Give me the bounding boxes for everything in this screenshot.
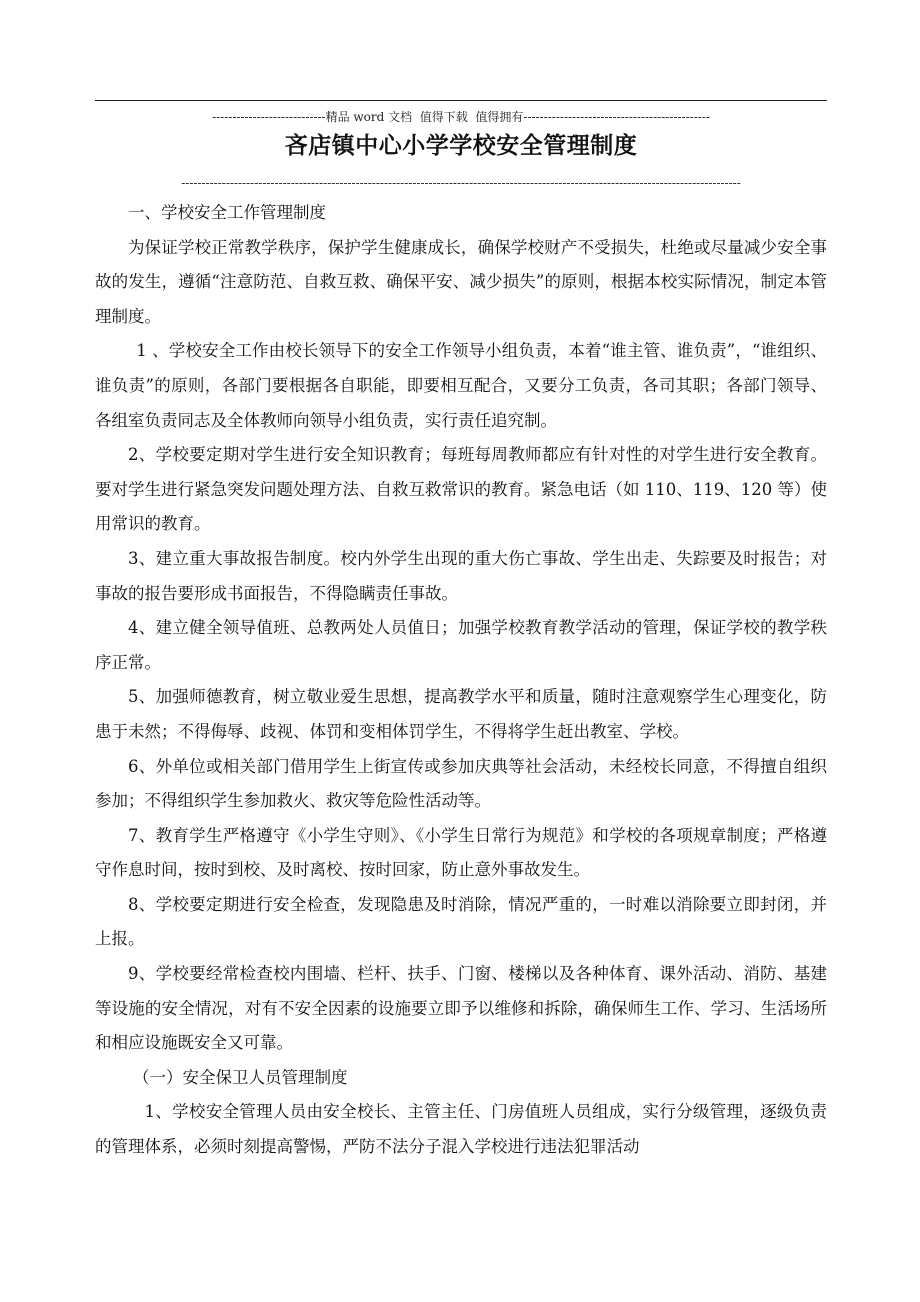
rule-item-9: 9、学校要经常检查校内围墙、栏杆、扶手、门窗、楼梯以及各种体育、课外活动、消防、基建等设施的安全情况，对有不安全因素的设施要立即予以维修和拆除，确保师生工作、学习、生活场所和相应设施既安全又可靠。 — [95, 964, 827, 1053]
rule-item-3: 3、建立重大事故报告制度。校内外学生出现的重大伤亡事故、学生出走、失踪要及时报告；对事故的报告要形成书面报告，不得隐瞒责任事故。 — [95, 548, 827, 603]
rule-item-6: 6、外单位或相关部门借用学生上街宣传或参加庆典等社会活动，未经校长同意，不得擅自组织参加；不得组织学生参加救火、救灾等危险性活动等。 — [95, 756, 827, 811]
document-title: 吝店镇中心小学学校安全管理制度 — [284, 133, 638, 159]
rule-item-5: 5、加强师德教育，树立敬业爱生思想，提高教学水平和质量，随时注意观察学生心理变化，防患于未然；不得侮辱、歧视、体罚和变相体罚学生，不得将学生赶出教室、学校。 — [95, 687, 827, 741]
intro-paragraph: 为保证学校正常教学秩序，保护学生健康成长，确保学校财产不受损失，杜绝或尽量减少安全事故的发生，遵循“注意防范、自救互救、确保平安、减少损失”的原则，根据本校实际情况，制定本管理制度。 — [95, 237, 827, 326]
section-heading: 一、学校安全工作管理制度 — [128, 203, 326, 222]
subsection-heading: （一）安全保卫人员管理制度 — [132, 1067, 348, 1087]
header-banner: ----------------------------精品 word 文档 值得下载 值得拥有---------------------------------------------- — [212, 110, 710, 124]
rule-item-8: 8、学校要定期进行安全检查，发现隐患及时消除，情况严重的，一时难以消除要立即封闭，并上报。 — [95, 894, 827, 949]
rule-item-7: 7、教育学生严格遵守《小学生守则》、《小学生日常行为规范》和学校的各项规章制度；严格遵守作息时间，按时到校、及时离校、按时回家，防止意外事故发生。 — [95, 825, 827, 880]
rule-item-2: 2、学校要定期对学生进行安全知识教育；每班每周教师都应有针对性的对学生进行安全教育。要对学生进行紧急突发问题处理方法、自救互救常识的教育。紧急电话（如 110、119、120 等）使用常识的教育。 — [95, 445, 827, 534]
subsection-item-1: 1、学校安全管理人员由安全校长、主管主任、门房值班人员组成，实行分级管理，逐级负责的管理体系，必须时刻提高警惕，严防不法分子混入学校进行违法犯罪活动 — [95, 1102, 827, 1157]
header-rule — [95, 100, 827, 101]
rule-item-4: 4、建立健全领导值班、总教两处人员值日；加强学校教育教学活动的管理，保证学校的教学秩序正常。 — [95, 618, 827, 672]
document-body — [95, 196, 827, 1165]
header-dashes: ------------------------------------------------------------------------------------------------------------------------------------------ — [181, 176, 741, 190]
rule-item-1: 1 、学校安全工作由校长领导下的安全工作领导小组负责，本着“谁主管、谁负责”，“谁组织、谁负责”的原则，各部门要根据各自职能，即要相互配合，又要分工负责，各司其职；各部门领导、各组室负责同志及全体教师向领导小组负责，实行责任追究制。 — [95, 341, 827, 430]
